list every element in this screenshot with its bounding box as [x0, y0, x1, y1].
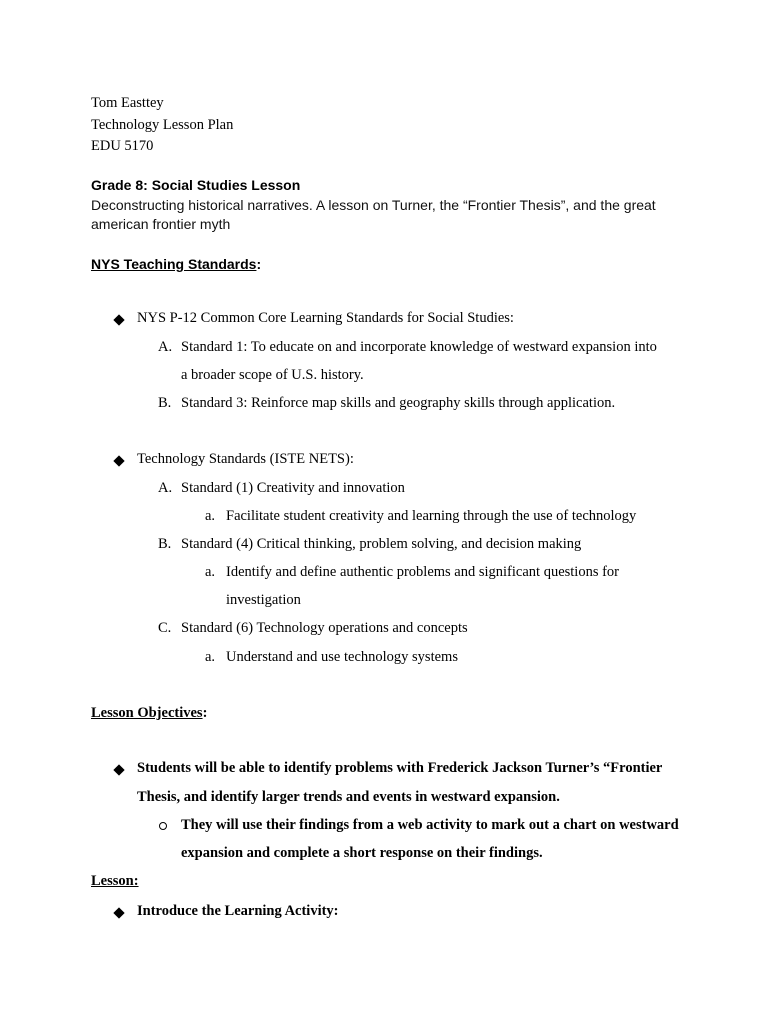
tech-item-c-marker: C. [158, 620, 172, 636]
tech-item-a-sub-marker: a. [205, 508, 216, 524]
tech-item-a-marker: A. [158, 480, 173, 496]
tech-item-c-sub-line1: Understand and use technology systems [226, 649, 458, 665]
diamond-bullet-icon [113, 314, 124, 325]
objective-line2: Thesis, and identify larger trends and events in westward expansion. [137, 789, 560, 805]
tech-item-b-marker: B. [158, 536, 172, 552]
standards-heading [91, 256, 261, 272]
ss-item-a-line1: Standard 1: To educate on and incorporate knowledge of westward expansion into [181, 339, 657, 355]
circle-bullet-icon [159, 822, 167, 830]
diamond-bullet-icon [113, 907, 124, 918]
standards-heading-text: NYS Teaching Standards [91, 256, 257, 272]
standards-heading-colon: : [256, 256, 262, 272]
ss-item-b-marker: B. [158, 395, 172, 411]
tech-item-c-label: Standard (6) Technology operations and concepts [181, 620, 468, 636]
course-code: EDU 5170 [91, 138, 154, 154]
ss-standards-title: NYS P-12 Common Core Learning Standards for Social Studies: [137, 310, 514, 326]
objectives-heading-colon: : [202, 705, 208, 721]
tech-item-a-sub-line1: Facilitate student creativity and learning through the use of technology [226, 508, 637, 524]
tech-standards-title: Technology Standards (ISTE NETS): [137, 451, 354, 467]
lesson-description-line2: american frontier myth [91, 216, 231, 232]
lesson-item: Introduce the Learning Activity: [137, 903, 339, 919]
tech-item-b-sub-line1: Identify and define authentic problems and significant questions for [226, 564, 620, 580]
lesson-description-line1: Deconstructing historical narratives. A lesson on Turner, the “Frontier Thesis”, and the great [91, 197, 656, 213]
objectives-heading [91, 705, 207, 722]
ss-item-b-line1: Standard 3: Reinforce map skills and geography skills through application. [181, 395, 616, 411]
tech-item-c-sub-marker: a. [205, 649, 216, 665]
diamond-bullet-icon [113, 455, 124, 466]
ss-item-a-line2: a broader scope of U.S. history. [181, 367, 364, 383]
ss-item-a-marker: A. [158, 339, 173, 355]
objective-line1: Students will be able to identify problems with Frederick Jackson Turner’s “Frontier [137, 760, 663, 776]
objective-sub-line1: They will use their findings from a web activity to mark out a chart on westward [181, 817, 679, 833]
document-title: Technology Lesson Plan [91, 117, 234, 133]
tech-item-b-sub-line2: investigation [226, 592, 301, 608]
objectives-heading-text: Lesson Objectives [91, 705, 203, 721]
tech-item-b-sub-marker: a. [205, 564, 216, 580]
objective-sub-line2: expansion and complete a short response on their findings. [181, 845, 543, 861]
tech-item-b-label: Standard (4) Critical thinking, problem solving, and decision making [181, 536, 582, 552]
tech-item-a-label: Standard (1) Creativity and innovation [181, 480, 405, 496]
diamond-bullet-icon [113, 764, 124, 775]
grade-title: Grade 8: Social Studies Lesson [91, 177, 301, 193]
lesson-heading: Lesson: [91, 873, 139, 889]
author-name: Tom Easttey [91, 95, 164, 111]
